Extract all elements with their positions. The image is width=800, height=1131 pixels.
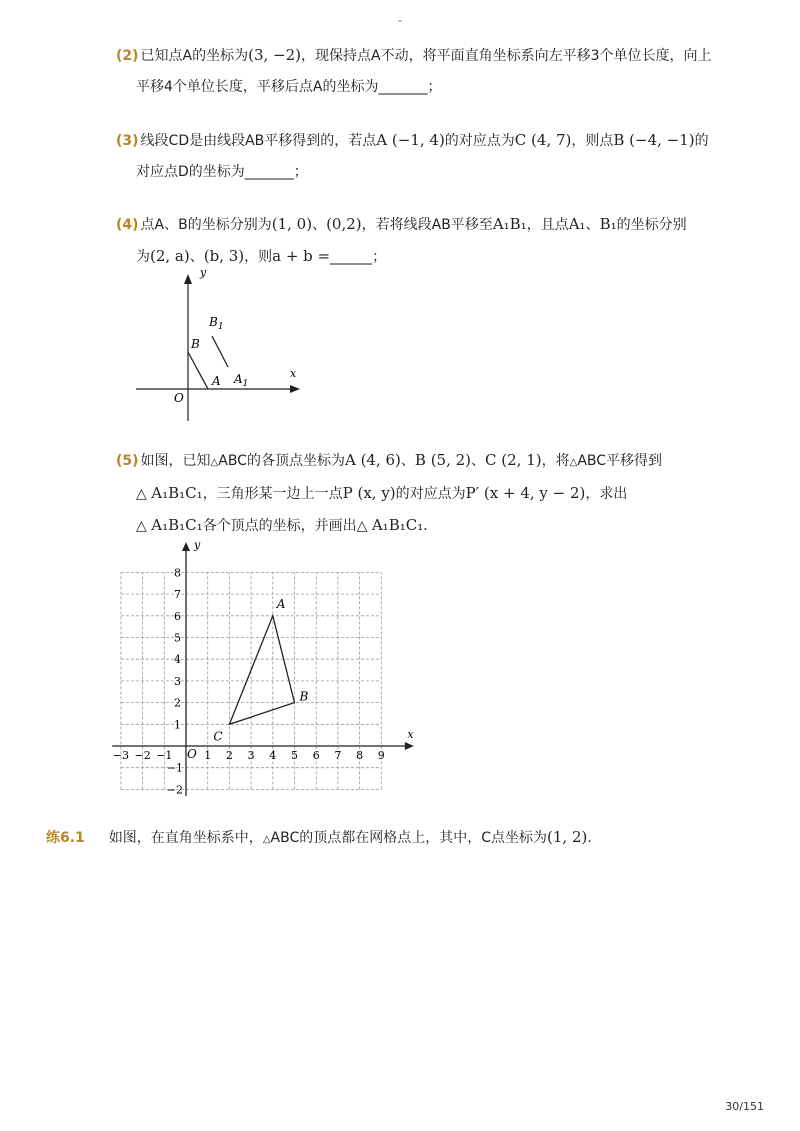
x-tick-label: 2: [225, 749, 233, 762]
exercise-6-1: [46, 822, 746, 855]
q4-blank: ______；: [330, 249, 387, 265]
q4-sep2: 、: [585, 217, 600, 233]
x-label: x: [290, 367, 297, 380]
q3-text-d: 的: [694, 133, 709, 149]
q5-point-a: A (4, 6): [344, 451, 401, 469]
triangle-symbol: △: [262, 834, 271, 845]
q4-text-d: 的坐标分别: [616, 217, 687, 233]
top-mark: -: [398, 14, 402, 27]
y-tick-label: 2: [174, 696, 181, 710]
triangle-symbol: △: [210, 457, 219, 468]
q2-point: (3, −2): [248, 46, 302, 64]
x-label: x: [407, 728, 414, 741]
q4-text-a: 点A、B的坐标分别为: [140, 217, 272, 233]
y-tick-label: 8: [174, 566, 181, 580]
q5-sep: 、: [400, 453, 415, 469]
y-tick-label: 6: [174, 609, 181, 623]
q5-line3-end: ．: [423, 518, 438, 534]
q5-line2-text-c: 的对应点为: [395, 486, 466, 502]
q5-line3-text-b: 各个顶点的坐标，并画出: [202, 518, 357, 534]
question-4: [116, 209, 716, 273]
q5-line3-tri2: △: [356, 518, 368, 534]
x-tick-label: 9: [377, 749, 385, 762]
origin-label: O: [174, 391, 184, 405]
question-number: (5): [116, 453, 139, 469]
question-number: (2): [116, 48, 139, 64]
q4-segment: A₁B₁: [492, 215, 527, 233]
q2-text-b: ，现保持点A不动，将平面直角坐标系向左平移3个单位长度，向上: [301, 48, 712, 64]
q4-point-3: (2, a): [150, 247, 190, 265]
q5-point-p: P (x, y): [342, 484, 396, 502]
q2-text-a: 已知点A的坐标为: [140, 48, 249, 64]
label-a: A: [212, 374, 221, 388]
q4-expression: a + b =: [272, 247, 331, 265]
y-tick-label: 4: [174, 653, 181, 667]
question-5: [116, 445, 716, 542]
x-tick-label: 1: [204, 749, 212, 762]
y-tick-label: 5: [174, 631, 181, 645]
y-label: y: [200, 266, 207, 279]
q5-point-b: B (5, 2): [414, 451, 472, 469]
triangle-symbol: △: [569, 457, 578, 468]
exercise-text-b: ABC的顶点都在网格点上，其中，C点坐标为: [270, 830, 548, 846]
x-tick-label: 3: [247, 749, 255, 762]
label-b: B: [191, 337, 200, 351]
q4-point-1: (1, 0): [271, 215, 313, 233]
q5-line2-text-d: ，求出: [585, 486, 628, 502]
question-number: (4): [116, 217, 139, 233]
q2-line2: 平移4个单位长度，平移后点A的坐标为_______；: [136, 79, 442, 95]
label-a: A: [276, 596, 286, 611]
q5-line2-text-b: ，三角形某一边上一点: [202, 486, 343, 502]
q3-text-c: ，则点: [571, 133, 614, 149]
exercise-tag: 练6.1: [46, 830, 85, 846]
exercise-point-c: (1, 2): [547, 828, 588, 846]
q5-sep2: 、: [471, 453, 486, 469]
y-tick-label: 3: [174, 674, 181, 688]
x-axis-arrow: [290, 385, 300, 393]
q5-point-p-prime: P′ (x + 4, y − 2): [465, 484, 586, 502]
q5-triangle-a1b1c1: A₁B₁C₁: [151, 484, 203, 502]
q4-point-4: (b, 3): [203, 247, 245, 265]
exercise-text-c: ．: [587, 830, 602, 846]
q5-line2-tri: △: [136, 486, 147, 502]
y-axis-arrow: [182, 542, 190, 551]
question-3: [116, 125, 716, 188]
q3-point-b: B (−4, −1): [613, 131, 695, 149]
label-b1: $B_1$: [209, 315, 224, 332]
q5-point-c: C (2, 1): [485, 451, 542, 469]
label-c: C: [213, 729, 223, 744]
y-tick-label: 7: [174, 588, 181, 602]
y-label: y: [194, 538, 201, 552]
q5-triangle-a1b1c1: A₁B₁C₁: [151, 516, 203, 534]
x-tick-label: 8: [356, 749, 364, 762]
q4-sep: 、: [312, 217, 327, 233]
question-number: (3): [116, 133, 139, 149]
q4-point-2: (0,2): [326, 215, 362, 233]
x-tick-label: 7: [334, 749, 342, 762]
q4-text-c: ，且点: [526, 217, 569, 233]
x-axis-arrow: [405, 742, 414, 750]
y-tick-label: −1: [166, 761, 183, 775]
label-b: B: [299, 689, 309, 704]
exercise-text-a: 如图，在直角坐标系中，: [108, 830, 263, 846]
segment-ab: [188, 352, 208, 389]
q3-point-a: A (−1, 4): [376, 131, 445, 149]
q4-text-b: ，若将线段AB平移至: [361, 217, 493, 233]
q4-b1: B₁: [599, 215, 617, 233]
y-axis-arrow: [184, 274, 192, 284]
q4-sep3: 、: [189, 249, 204, 265]
x-tick-label: 6: [312, 749, 320, 762]
page-number: 30/151: [725, 1100, 764, 1113]
y-tick-label: 1: [174, 718, 181, 732]
x-tick-label: −2: [134, 749, 151, 762]
q4-figure: [130, 266, 310, 426]
q4-text-f: ，则: [244, 249, 273, 265]
q5-triangle-a1b1c1: A₁B₁C₁: [371, 516, 424, 534]
origin-label: O: [187, 747, 197, 761]
x-tick-label: 5: [291, 749, 298, 762]
triangle-abc: [229, 616, 294, 725]
x-tick-label: −3: [112, 749, 130, 762]
q4-text-e: 为: [136, 249, 150, 265]
q5-text-d: ABC平移得到: [577, 453, 663, 469]
q5-grid-figure: [112, 535, 428, 797]
q5-text-b: ABC的各顶点坐标为: [218, 453, 345, 469]
question-2: [116, 40, 716, 103]
segment-a1b1: [212, 336, 228, 367]
q5-text-a: 如图，已知: [140, 453, 211, 469]
q3-line2: 对应点D的坐标为_______；: [136, 164, 308, 180]
q3-text-a: 线段CD是由线段AB平移得到的，若点: [140, 133, 377, 149]
q5-line3-tri: △: [136, 518, 147, 534]
x-tick-label: 4: [269, 749, 277, 762]
q3-text-b: 的对应点为: [444, 133, 515, 149]
q5-text-c: ，将: [541, 453, 570, 469]
q3-point-c: C (4, 7): [514, 131, 572, 149]
y-tick-label: −2: [166, 783, 183, 797]
label-a1: $A_1$: [234, 372, 249, 389]
q4-a1: A₁: [568, 215, 586, 233]
x-tick-label: −1: [156, 749, 173, 762]
